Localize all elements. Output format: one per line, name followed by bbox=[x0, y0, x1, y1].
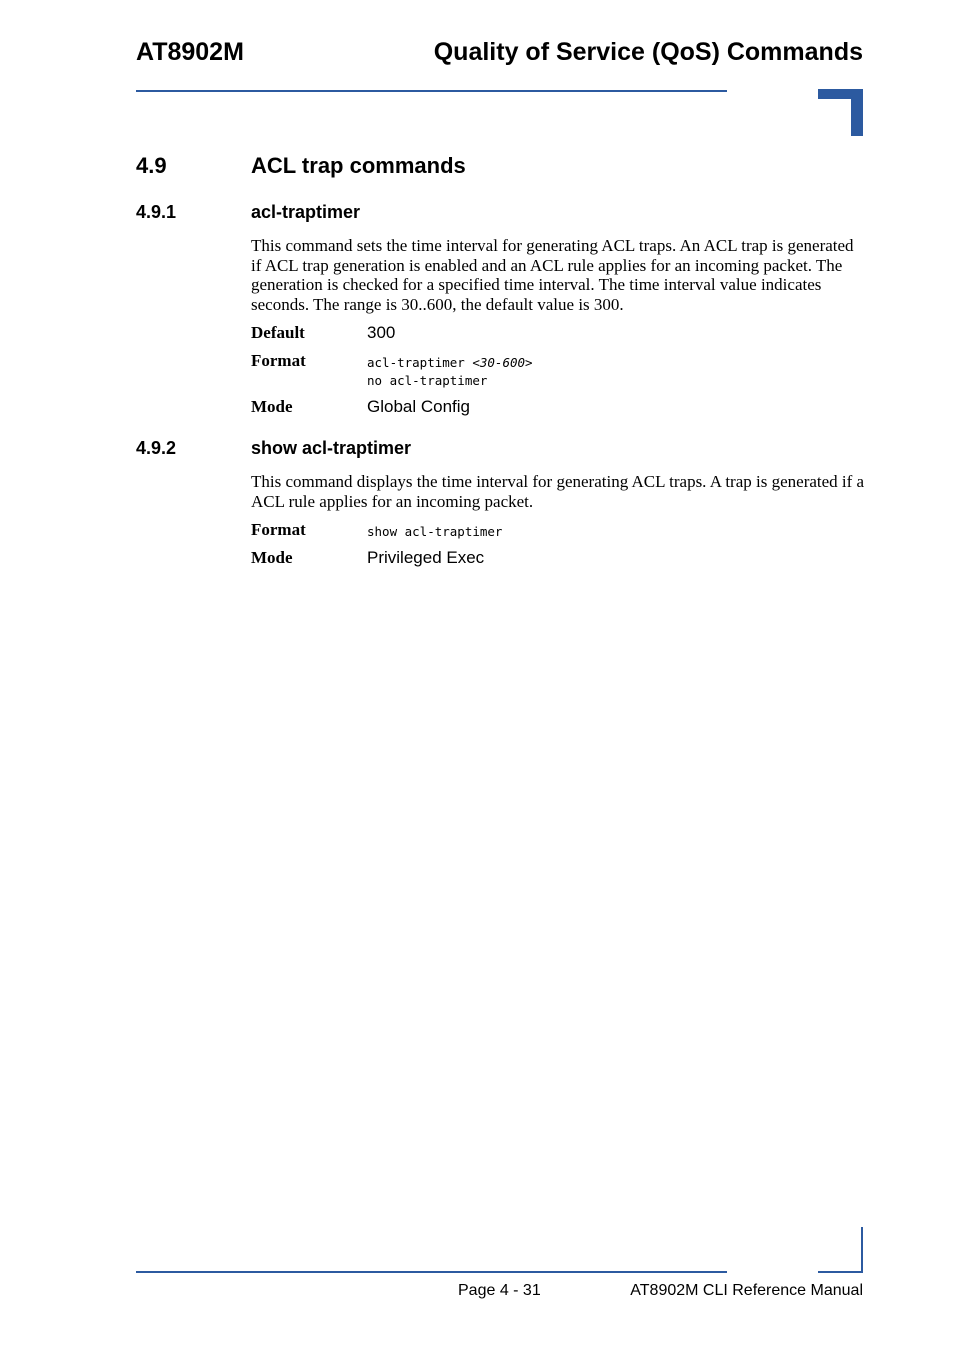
acl-traptimer-description: This command sets the time interval for generating ACL traps. An ACL trap is generated if ACL trap generation is enabled and an ACL rule applies for an incoming packet. The generation is checked for a specified time interval. The time interval value indicates seconds. The range is 30..600, the default value is 300. bbox=[251, 236, 854, 314]
section-title: ACL trap commands bbox=[251, 153, 466, 178]
footer-rule bbox=[136, 1271, 727, 1273]
subsection-number: 4.9.1 bbox=[136, 202, 177, 222]
header-rule bbox=[136, 90, 727, 92]
format-command-line-1 bbox=[367, 354, 533, 372]
mode-label: Mode bbox=[251, 397, 293, 416]
format-label: Format bbox=[251, 520, 306, 539]
mode-label: Mode bbox=[251, 548, 293, 567]
format-command: acl-traptimer bbox=[367, 355, 473, 370]
format-argument: <30-600> bbox=[472, 355, 533, 370]
show-acl-traptimer-description: This command displays the time interval for generating ACL traps. A trap is generated if a ACL rule applies for an incoming packet. bbox=[251, 472, 865, 511]
subsection-title: show acl-traptimer bbox=[251, 438, 412, 458]
mode-value: Privileged Exec bbox=[367, 548, 485, 567]
subsection-number: 4.9.2 bbox=[136, 438, 177, 458]
subsection-heading-show-acl-traptimer bbox=[136, 436, 836, 460]
page-number: Page 4 - 31 bbox=[458, 1282, 541, 1299]
corner-mark-bottom bbox=[818, 1227, 863, 1273]
manual-title: AT8902M CLI Reference Manual bbox=[630, 1282, 863, 1299]
default-label: Default bbox=[251, 323, 305, 342]
format-command-line-2: no acl-traptimer bbox=[367, 373, 488, 388]
format-label: Format bbox=[251, 351, 306, 370]
default-value: 300 bbox=[367, 323, 396, 342]
section-heading bbox=[136, 152, 836, 180]
format-command-line-1: show acl-traptimer bbox=[367, 524, 503, 539]
section-number: 4.9 bbox=[136, 153, 167, 178]
subsection-title: acl-traptimer bbox=[251, 202, 361, 222]
mode-value: Global Config bbox=[367, 397, 471, 416]
corner-mark-top bbox=[818, 89, 863, 136]
header-chapter-title: Quality of Service (QoS) Commands bbox=[433, 38, 863, 66]
header-product: AT8902M bbox=[136, 38, 244, 66]
subsection-heading-acl-traptimer bbox=[136, 200, 836, 224]
